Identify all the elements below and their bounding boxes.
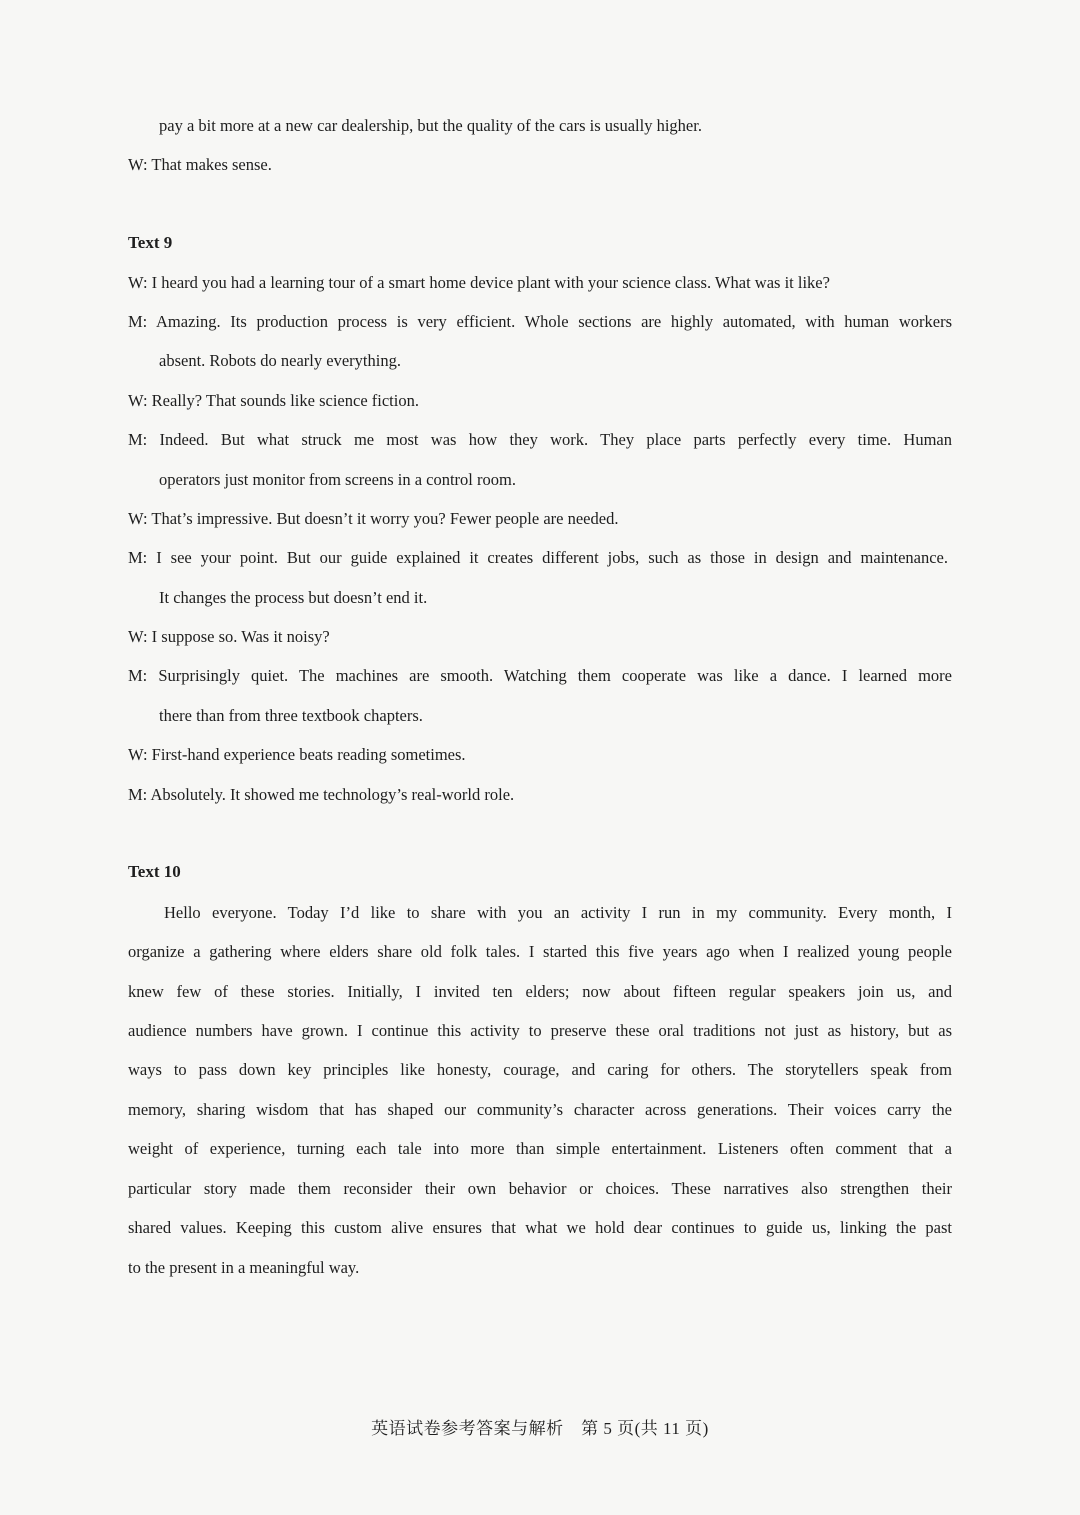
paragraph-line: ways to pass down key principles like honesty, courage, and caring for others. The storytellers speak from (128, 1060, 952, 1079)
dialogue-line: W: Really? That sounds like science fiction. (128, 391, 419, 410)
dialogue-line: W: First-hand experience beats reading sometimes. (128, 745, 466, 764)
paragraph-line: particular story made them reconsider their own behavior or choices. These narratives also strengthen their (128, 1179, 952, 1198)
dialogue-line: W: I suppose so. Was it noisy? (128, 627, 330, 646)
dialogue-line: M: Amazing. Its production process is very efficient. Whole sections are highly automated, with human workers (128, 312, 952, 331)
dialogue-line: W: That makes sense. (128, 155, 272, 174)
paragraph-line: to the present in a meaningful way. (128, 1258, 360, 1277)
dialogue-continuation: absent. Robots do nearly everything. (159, 351, 401, 370)
dialogue-line: M: I see your point. But our guide explained it creates different jobs, such as those in design and maintenance. (128, 548, 948, 567)
paragraph-line: knew few of these stories. Initially, I invited ten elders; now about fifteen regular speakers join us, and (128, 982, 952, 1001)
paragraph-line: audience numbers have grown. I continue this activity to preserve these oral traditions not just as history, but as (128, 1021, 952, 1040)
dialogue-continuation: operators just monitor from screens in a control room. (159, 470, 516, 489)
dialogue-line: W: That’s impressive. But doesn’t it worry you? Fewer people are needed. (128, 509, 619, 528)
paragraph-line: shared values. Keeping this custom alive ensures that what we hold dear continues to guide us, linking the past (128, 1218, 952, 1237)
paragraph-line: Hello everyone. Today I’d like to share with you an activity I run in my community. Every month, I (164, 903, 952, 922)
dialogue-line: W: I heard you had a learning tour of a smart home device plant with your science class. What was it like? (128, 273, 830, 292)
dialogue-continuation: It changes the process but doesn’t end it. (159, 588, 428, 607)
section-heading-text10: Text 10 (128, 862, 181, 881)
paragraph-line: organize a gathering where elders share old folk tales. I started this five years ago when I realized young people (128, 942, 952, 961)
dialogue-line: M: Indeed. But what struck me most was how they work. They place parts perfectly every time. Human (128, 430, 952, 449)
dialogue-continuation: there than from three textbook chapters. (159, 706, 423, 725)
paragraph-line: memory, sharing wisdom that has shaped our community’s character across generations. Their voices carry the (128, 1100, 952, 1119)
continued-line: pay a bit more at a new car dealership, but the quality of the cars is usually higher. (159, 116, 702, 135)
dialogue-line: M: Surprisingly quiet. The machines are smooth. Watching them cooperate was like a dance. I learned more (128, 666, 952, 685)
paragraph-line: weight of experience, turning each tale into more than simple entertainment. Listeners often comment that a (128, 1139, 952, 1158)
section-heading-text9: Text 9 (128, 233, 173, 252)
dialogue-line: M: Absolutely. It showed me technology’s real-world role. (128, 785, 515, 804)
page-footer: 英语试卷参考答案与解析 第 5 页(共 11 页) (371, 1419, 709, 1438)
